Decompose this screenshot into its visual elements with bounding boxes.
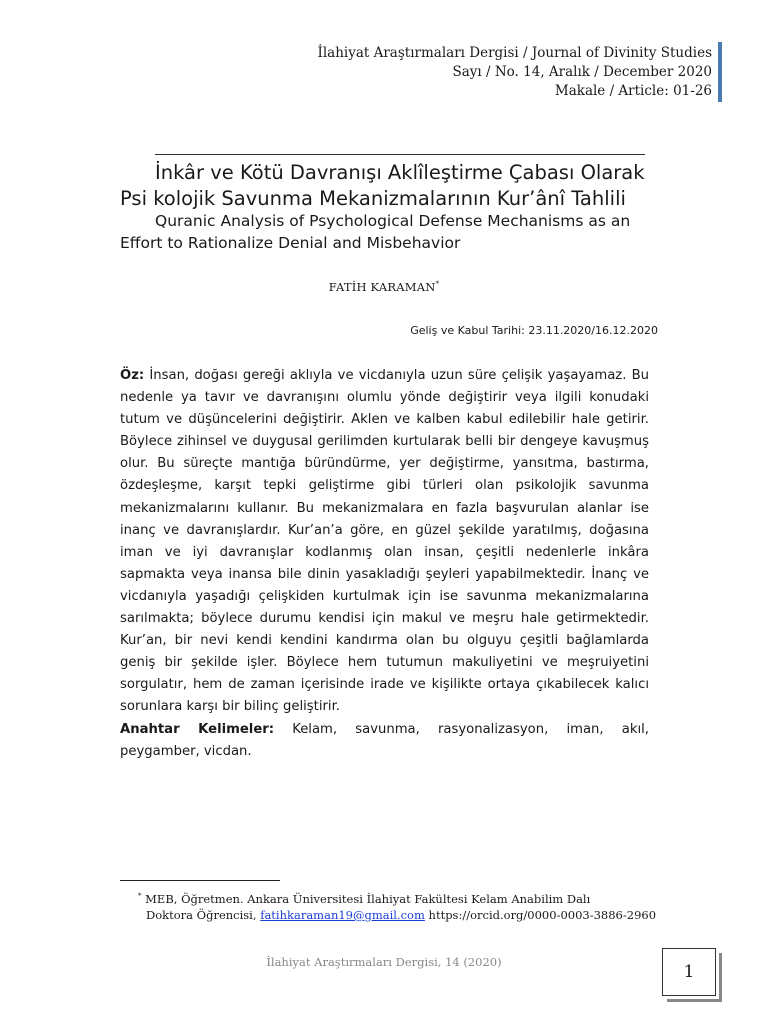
abstract-text: İnsan, doğası gereği aklıyla ve vicdanıyla uzun süre çelişik yaşayamaz. Bu nedenle ya tavır ve davranışını olumlu yönde değiştirir veya ilgili konudaki tutum ve düşüncelerini değiştirir. Aklen ve kalben kabul edilebilir hale getirir. Böylece zihinsel ve duygusal gerilimden kurtularak belli bir dengeye kavuşmuş olur. Bu süreçte mantığa büründürme, yer değiştirme, yansıtma, bastırma, özdeşleşme, karşıt tepki geliştirme gibi türleri olan psikolojik savunma mekanizmalarını kullanır. Bu mekanizmalara en fazla başvurulan alanlar ise inanç ve davranışlardır. Kur’an’a göre, en güzel şekilde yaratılmış, doğasına iman ve iyi davranışlar kodlanmış olan insan, çeşitli nedenlerle inkâra sapmakta veya inansa bile dinin yasakladığı şeyleri yapabilmektedir. İnanç ve vicdanıyla yaşadığı çelişkiden kurtulmak için ise savunma mekanizmalarına sarılmakta; böylece durumu kendisi için makul ve meşru hale getirmektedir. Kur’an, bir nevi kendi kendini kandırma olan bu olguyu çeşitli bağlamlarda geniş bir şekilde işler. Böylece hem tutumun makuliyetini ve meşruiyetini sorgulatır, hem de zaman içerisinde irade ve kişilikte ortaya çıkabilecek kalıcı sorunlara karşı bir bilinç geliştirir.: [120, 368, 649, 715]
header-accent-bar: [718, 42, 722, 102]
abstract-body: [120, 365, 649, 719]
journal-name: İlahiyat Araştırmaları Dergisi / Journal of Divinity Studies: [317, 45, 712, 61]
author-footnote-marker[interactable]: *: [435, 280, 440, 289]
footnote-role: Doktora Öğrencisi,: [146, 907, 257, 922]
footnote-rule: [120, 880, 280, 881]
issue-info: Sayı / No. 14, Aralık / December 2020: [452, 64, 712, 80]
submission-dates: Geliş ve Kabul Tarihi: 23.11.2020/16.12.2020: [410, 324, 658, 337]
footnote-affiliation: MEB, Öğretmen. Ankara Üniversitesi İlahiyat Fakültesi Kelam Anabilim Dalı: [145, 891, 591, 906]
abstract: [120, 365, 649, 763]
title-english: Quranic Analysis of Psychological Defense Mechanisms as an Effort to Rationalize Denial and Misbehavior: [120, 212, 631, 252]
footnote: [138, 888, 698, 923]
keywords-label: Anahtar Kelimeler:: [120, 721, 275, 737]
journal-header: [318, 44, 713, 101]
page-number: 1: [662, 948, 716, 996]
keywords-text: Kelam, savunma, rasyonalizasyon, iman, akıl, peygamber, vicdan.: [120, 721, 649, 759]
title-turkish: İnkâr ve Kötü Davranışı Aklîleştirme Çabası Olarak Psi kolojik Savunma Mekanizmalarının Kur’ânî Tahlili: [120, 161, 645, 210]
author-email-link[interactable]: fatihkaraman19@gmail.com: [260, 907, 425, 922]
orcid-link[interactable]: https://orcid.org/0000-0003-3886-2960: [428, 907, 657, 922]
footnote-marker: *: [138, 892, 142, 900]
title-rule: [155, 154, 645, 155]
article-pages: Makale / Article: 01-26: [554, 83, 712, 99]
abstract-label: Öz:: [120, 368, 145, 383]
author: [0, 280, 768, 294]
keywords: [120, 719, 649, 763]
author-name: FATİH KARAMAN: [328, 280, 436, 294]
footer-journal: İlahiyat Araştırmaları Dergisi, 14 (2020): [266, 955, 502, 969]
